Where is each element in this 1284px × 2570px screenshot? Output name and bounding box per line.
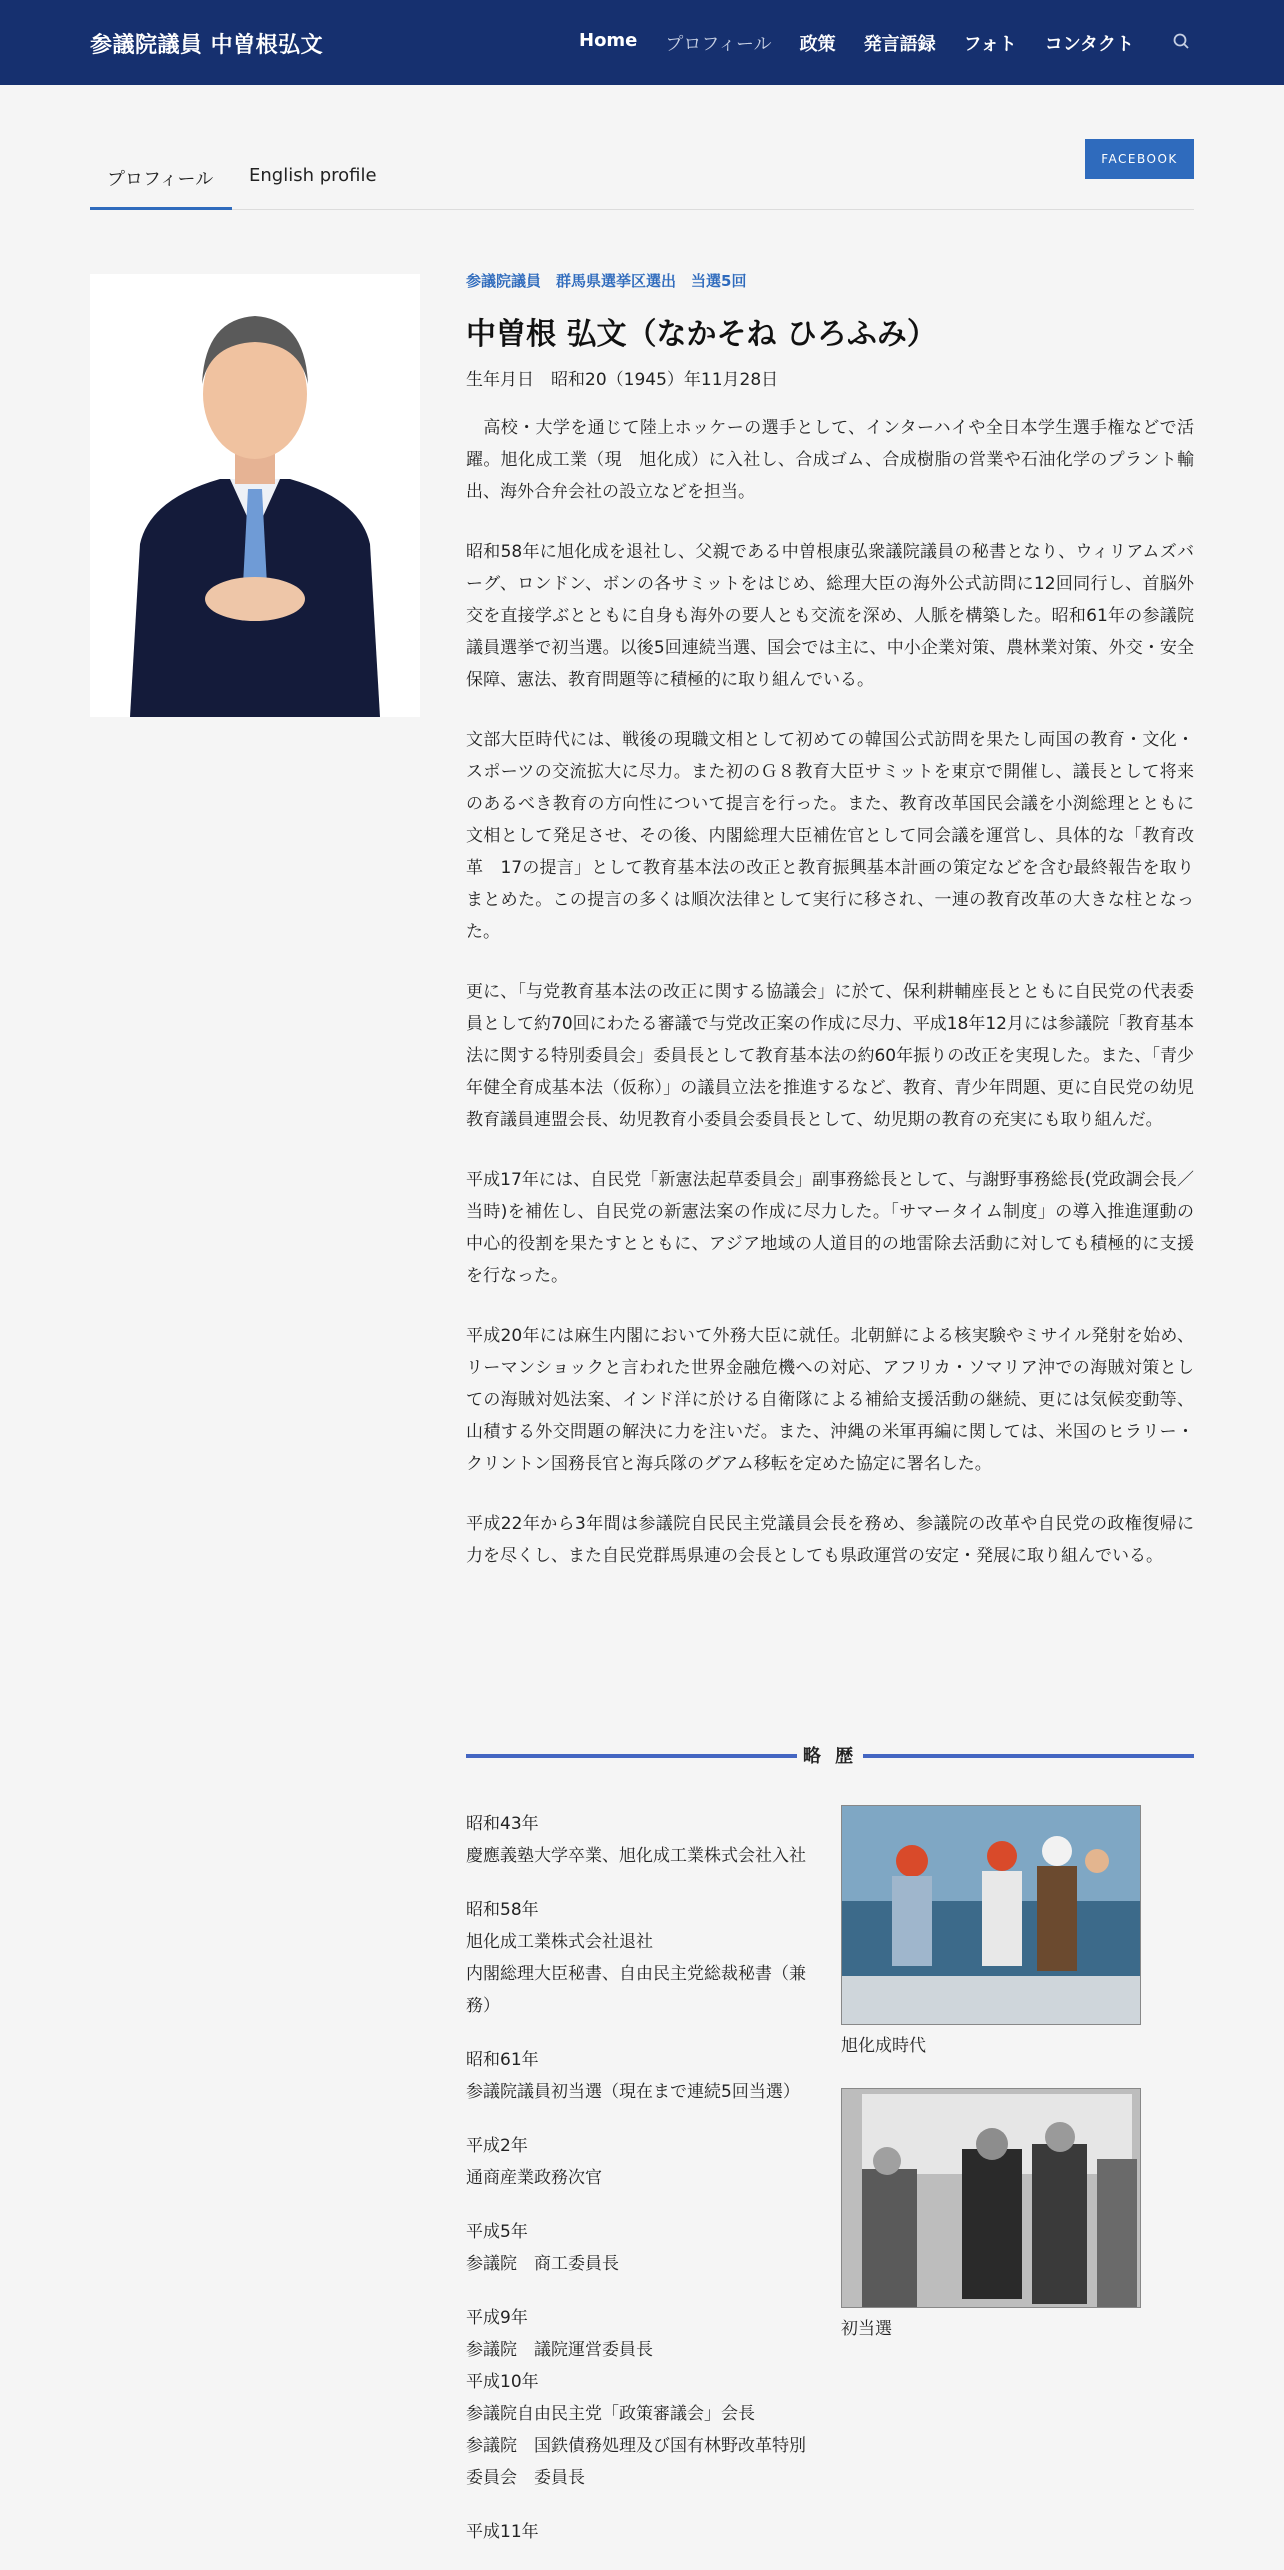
list-item bbox=[466, 2366, 816, 2494]
nav-policy[interactable]: 政策 bbox=[799, 34, 836, 55]
career-title: 略 歴 bbox=[802, 1746, 858, 1767]
career-era: 平成11年 bbox=[466, 2522, 539, 2542]
profile-name: 中曽根 弘文（なかそね ひろふみ） bbox=[466, 317, 937, 352]
list-item bbox=[466, 1808, 816, 1872]
career-desc: 参議院自由民主党「政策審議会」会長 bbox=[466, 2404, 755, 2424]
profile-tabs bbox=[90, 155, 1194, 210]
heading-rule-left bbox=[466, 1754, 797, 1758]
career-desc: 慶應義塾大学卒業、旭化成工業株式会社入社 bbox=[466, 1846, 806, 1866]
site-title[interactable]: 参議院議員 中曽根弘文 bbox=[90, 33, 324, 58]
heading-rule-right bbox=[863, 1754, 1194, 1758]
profile-subtitle: 参議院議員 群馬県選挙区選出 当選5回 bbox=[466, 272, 747, 290]
search-icon[interactable] bbox=[1170, 30, 1194, 54]
career-desc: 参議院 商工委員長 bbox=[466, 2254, 619, 2274]
photo-caption: 旭化成時代 bbox=[841, 2036, 926, 2056]
nav-home[interactable]: Home bbox=[579, 30, 638, 51]
career-list bbox=[466, 1808, 816, 2570]
nav-quotes[interactable]: 発言語録 bbox=[863, 34, 936, 55]
list-item bbox=[466, 2302, 816, 2366]
career-era: 平成10年 bbox=[466, 2372, 539, 2392]
facebook-button[interactable]: FACEBOOK bbox=[1085, 139, 1194, 179]
main-nav bbox=[551, 30, 1134, 56]
list-item bbox=[466, 1894, 816, 2022]
active-tab-indicator bbox=[90, 207, 232, 210]
profile-paragraph: 平成20年には麻生内閣において外務大臣に就任。北朝鮮による核実験やミサイル発射を始め、リーマンショックと言われた世界金融危機への対応、アフリカ・ソマリア沖での海賊対策としての海賊対処法案、インド洋に於ける自衛隊による補給支援活動の継続、更には気候変動等、山積する外交問題の解決に力を注いだ。また、沖縄の米軍再編に関しては、米国のヒラリー・クリントン国務長官と海兵隊のグアム移転を定めた協定に署名した。 bbox=[466, 1326, 1194, 1474]
nav-photo[interactable]: フォト bbox=[963, 34, 1017, 55]
career-era: 平成9年 bbox=[466, 2308, 528, 2328]
career-desc: 参議院 議院運営委員長 bbox=[466, 2340, 653, 2360]
profile-paragraph: 平成17年には、自民党「新憲法起草委員会」副事務総長として、与謝野事務総長(党政調会長／当時)を補佐し、自民党の新憲法案の作成に尽力した。「サマータイム制度」の導入推進運動の中心的役割を果たすとともに、アジア地域の人道目的の地雷除去活動に対しても積極的に支援を行なった。 bbox=[466, 1170, 1194, 1286]
profile-paragraph: 更に、「与党教育基本法の改正に関する協議会」に於て、保利耕輔座長とともに自民党の代表委員として約70回にわたる審議で与党改正案の作成に尽力、平成18年12月には参議院「教育基本法に関する特別委員会」委員長として教育基本法の約60年振りの改正を実現した。また、「青少年健全育成基本法（仮称）」の議員立法を推進するなど、教育、青少年問題、更に自民党の幼児教育議員連盟会長、幼児教育小委員会委員長として、幼児期の教育の充実にも取り組んだ。 bbox=[466, 982, 1194, 1130]
profile-paragraph: 文部大臣時代には、戦後の現職文相として初めての韓国公式訪問を果たし両国の教育・文化・スポーツの交流拡大に尽力。また初のＧ８教育大臣サミットを東京で開催し、議長として将来のあるべき教育の方向性について提言を行った。また、教育改革国民会議を小渕総理とともに文相として発足させ、その後、内閣総理大臣補佐官として同会議を運営し、具体的な「教育改革 17の提言」として教育基本法の改正と教育振興基本計画の策定などを含む最終報告を取りまとめた。この提言の多くは順次法律として実行に移され、一連の教育改革の大きな柱となった。 bbox=[466, 730, 1194, 942]
career-photo bbox=[841, 2088, 1141, 2308]
profile-birthdate: 生年月日 昭和20（1945）年11月28日 bbox=[466, 370, 779, 390]
career-era: 平成5年 bbox=[466, 2222, 528, 2242]
tab-english-profile[interactable]: English profile bbox=[249, 165, 377, 186]
list-item bbox=[466, 2044, 816, 2108]
list-item bbox=[466, 2216, 816, 2280]
profile-paragraph: 昭和58年に旭化成を退社し、父親である中曽根康弘衆議院議員の秘書となり、ウィリアムズバーグ、ロンドン、ボンの各サミットをはじめ、総理大臣の海外公式訪問に12回同行し、首脳外交を直接学ぶとともに自身も海外の要人とも交流を深め、人脈を構築した。昭和61年の参議院議員選挙で初当選。以後5回連続当選、国会では主に、中小企業対策、農林業対策、外交・安全保障、憲法、教育問題等に積極的に取り組んでいる。 bbox=[466, 542, 1194, 690]
career-desc: 内閣総理大臣秘書、自由民主党総裁秘書（兼務） bbox=[466, 1964, 806, 2016]
career-photo-card bbox=[841, 2088, 1141, 2339]
career-era: 昭和61年 bbox=[466, 2050, 539, 2070]
profile-paragraph: 平成22年から3年間は参議院自民民主党議員会長を務め、参議院の改革や自民党の政権復帰に力を尽くし、また自民党群馬県連の会長としても県政運営の安定・発展に取り組んでいる。 bbox=[466, 1514, 1194, 1566]
career-era: 昭和58年 bbox=[466, 1900, 539, 1920]
portrait-photo bbox=[90, 274, 420, 717]
profile-section bbox=[466, 270, 1194, 1572]
photo-caption: 初当選 bbox=[841, 2319, 892, 2339]
career-photo bbox=[841, 1805, 1141, 2025]
career-era: 昭和43年 bbox=[466, 1814, 539, 1834]
top-navbar bbox=[0, 0, 1284, 85]
career-era: 平成2年 bbox=[466, 2136, 528, 2156]
career-heading bbox=[466, 1740, 1194, 1770]
list-item bbox=[466, 2130, 816, 2194]
profile-paragraph: 高校・大学を通じて陸上ホッケーの選手として、インターハイや全日本学生選手権などで活躍。旭化成工業（現 旭化成）に入社し、合成ゴム、合成樹脂の営業や石油化学のプラント輸出、海外合弁会社の設立などを担当。 bbox=[466, 418, 1194, 502]
career-desc: 参議院議員初当選（現在まで連続5回当選） bbox=[466, 2082, 800, 2102]
nav-profile[interactable]: プロフィール bbox=[665, 34, 772, 55]
career-desc: 通商産業政務次官 bbox=[466, 2168, 602, 2188]
career-desc: 旭化成工業株式会社退社 bbox=[466, 1932, 653, 1952]
nav-contact[interactable]: コンタクト bbox=[1044, 34, 1134, 55]
tab-profile[interactable]: プロフィール bbox=[107, 169, 214, 190]
career-desc: 参議院 国鉄債務処理及び国有林野改革特別委員会 委員長 bbox=[466, 2436, 806, 2488]
career-photo-card bbox=[841, 1805, 1141, 2056]
list-item bbox=[466, 2516, 816, 2548]
